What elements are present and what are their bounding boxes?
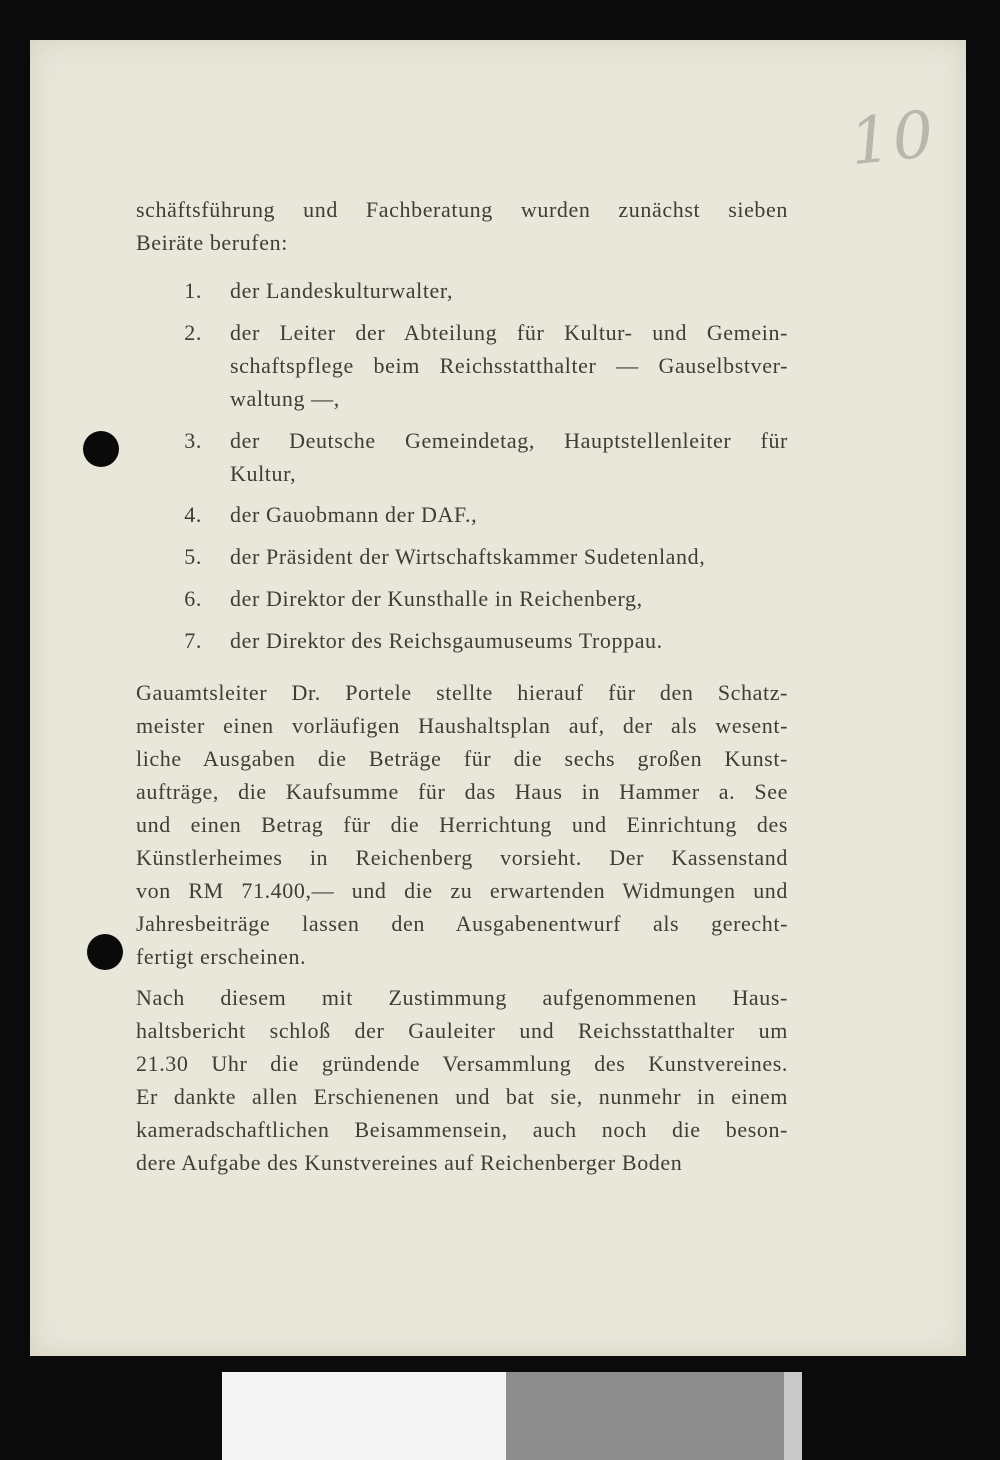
list-item-text: schaftspflege beim Reichsstatthalter — Gauselbstver- (230, 353, 788, 378)
text-line: liche Ausgaben die Beträge für die sechs großen Kunst- (136, 746, 788, 771)
list-number: 2. (184, 320, 202, 345)
list-number: 3. (184, 428, 202, 453)
text-line: fertigt erscheinen. (136, 944, 307, 969)
budget-paragraph (136, 676, 788, 973)
text-line: Beiräte berufen: (136, 230, 288, 255)
text-line: aufträge, die Kaufsumme für das Haus in Hammer a. See (136, 779, 788, 804)
text-line: schäftsführung und Fachberatung wurden zunächst sieben (136, 197, 788, 222)
color-strip-white (222, 1372, 506, 1460)
list-number: 4. (184, 502, 202, 527)
color-strip-light (784, 1372, 802, 1460)
text-line: Künstlerheimes in Reichenberg vorsieht. Der Kassenstand (136, 845, 788, 870)
list-item-text: der Landeskulturwalter, (230, 278, 454, 303)
text-line: Gauamtsleiter Dr. Portele stellte hierauf für den Schatz- (136, 680, 788, 705)
text-line: 21.30 Uhr die gründende Versammlung des Kunstvereines. (136, 1051, 788, 1076)
text-line: und einen Betrag für die Herrichtung und Einrichtung des (136, 812, 788, 837)
text-line: meister einen vorläufigen Haushaltsplan auf, der als wesent- (136, 713, 788, 738)
text-line: Nach diesem mit Zustimmung aufgenommenen Haus- (136, 985, 788, 1010)
list-item-text: der Deutsche Gemeindetag, Hauptstellenleiter für (230, 428, 788, 453)
list-item-text: waltung —, (230, 386, 340, 411)
list-number: 7. (184, 628, 202, 653)
list-item-text: der Gauobmann der DAF., (230, 502, 478, 527)
text-line: von RM 71.400,— und die zu erwartenden Widmungen und (136, 878, 788, 903)
list-item-text: Kultur, (230, 461, 297, 486)
intro-paragraph (136, 193, 788, 259)
punch-hole-lower (87, 934, 123, 970)
text-line: dere Aufgabe des Kunstvereines auf Reichenberger Boden (136, 1150, 683, 1175)
handwritten-page-number: 10 (846, 97, 940, 181)
list-item-text: der Direktor der Kunsthalle in Reichenberg, (230, 586, 643, 611)
closing-paragraph (136, 981, 788, 1179)
list-item-text: der Direktor des Reichsgaumuseums Troppau. (230, 628, 663, 653)
advisory-board-list (136, 274, 788, 664)
list-number: 6. (184, 586, 202, 611)
list-item-text: der Präsident der Wirtschaftskammer Sudetenland, (230, 544, 706, 569)
list-number: 1. (184, 278, 202, 303)
list-number: 5. (184, 544, 202, 569)
text-line: haltsbericht schloß der Gauleiter und Reichsstatthalter um (136, 1018, 788, 1043)
list-item-text: der Leiter der Abteilung für Kultur- und Gemein- (230, 320, 788, 345)
color-strip-grey (506, 1372, 784, 1460)
punch-hole-upper (83, 431, 119, 467)
text-line: Er dankte allen Erschienenen und bat sie, nunmehr in einem (136, 1084, 788, 1109)
text-line: kameradschaftlichen Beisammensein, auch noch die beson- (136, 1117, 788, 1142)
text-line: Jahresbeiträge lassen den Ausgabenentwurf als gerecht- (136, 911, 788, 936)
